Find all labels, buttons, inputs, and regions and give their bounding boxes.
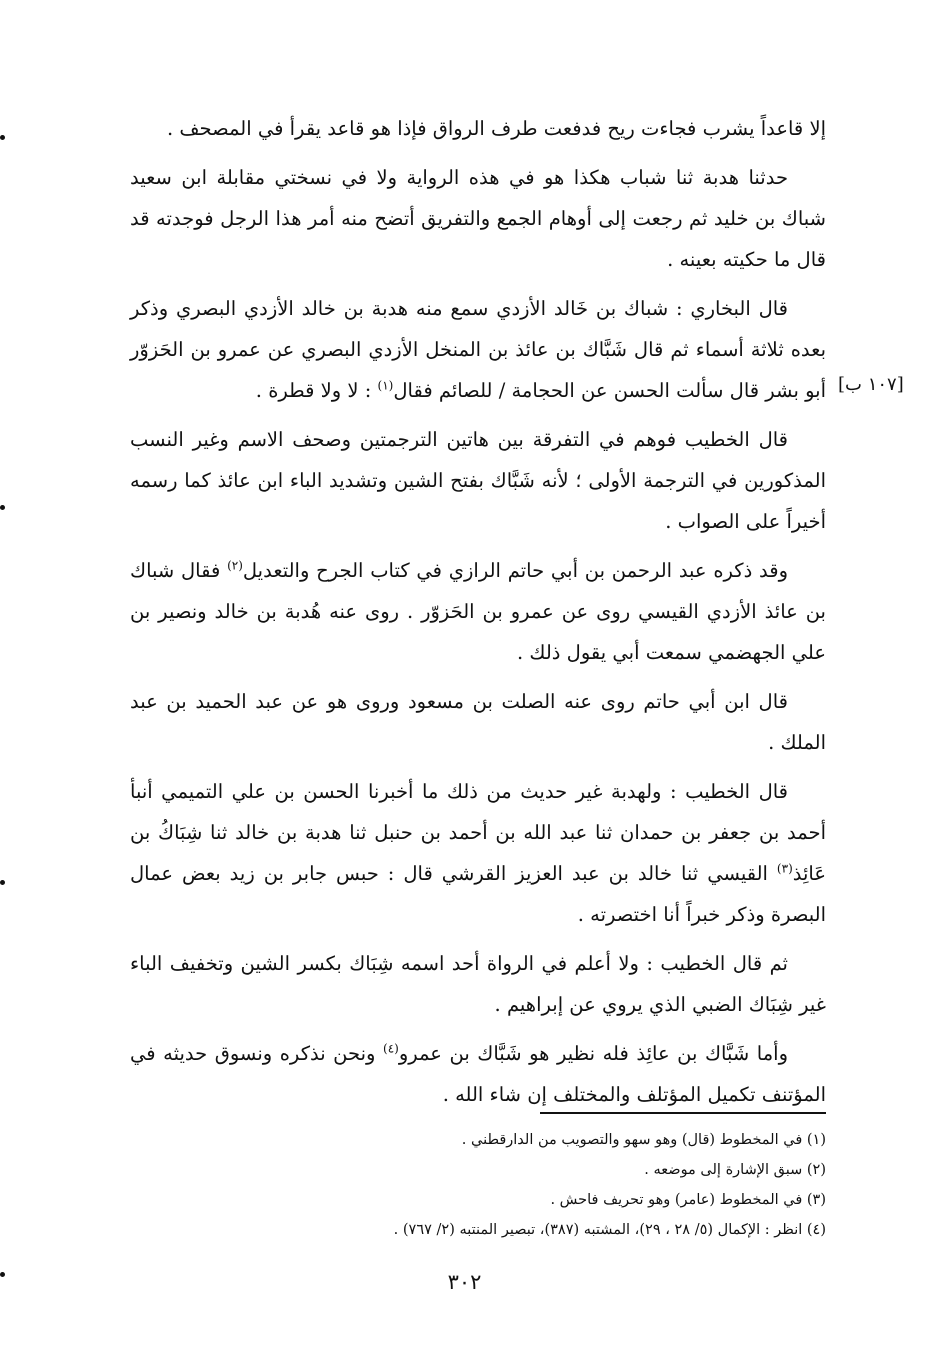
paragraph-text: وقد ذكره عبد الرحمن بن أبي حاتم الرازي في كتاب الجرح والتعديل xyxy=(242,559,789,582)
paragraph xyxy=(130,1033,826,1115)
scan-edge-mark xyxy=(0,505,5,510)
footnote-marker: (٣) xyxy=(776,861,793,876)
paragraph-text-tail: فقال شباك بن عائذ الأزدي القيسي روى عن عمرو بن الحَزوّر . روى عنه هُدبة بن خالد ونصير بن علي الجهضمي سمعت أبي يقول ذلك . xyxy=(130,559,826,664)
paragraph xyxy=(130,771,826,935)
paragraph-text: وأما شَبَّاك بن عائِذ فله نظير هو شَبَّاك بن عمرو xyxy=(398,1042,788,1065)
footnote-marker: (٤) xyxy=(383,1041,399,1056)
footnote: (٤) انظر : الإكمال (٥/ ٢٨ ، ٢٩)، المشتبه (٣٨٧)، تبصير المنتبه (٢/ ٧٦٧) . xyxy=(393,1222,826,1238)
paragraph xyxy=(130,157,826,280)
paragraph xyxy=(130,419,826,542)
footnote: (٣) في المخطوط (عامر) وهو تحريف فاحش . xyxy=(550,1192,826,1208)
scan-edge-mark xyxy=(0,880,5,885)
paragraph-text: قال الخطيب فوهم في التفرقة بين هاتين الترجمتين وصحف الاسم وغير النسب المذكورين في الترجمة الأولى ؛ لأنه شَبَّاك بفتح الشين وتشديد الباء ابن عائذ كما رسمه أخيراً على الصواب . xyxy=(130,428,826,533)
main-text xyxy=(130,108,826,1123)
footnote: (٢) سبق الإشارة إلى موضعه . xyxy=(644,1162,826,1178)
scan-edge-mark xyxy=(0,1272,5,1277)
footnote: (١) في المخطوط (قال) وهو سهو والتصويب من الدارقطني . xyxy=(461,1132,826,1148)
footnotes xyxy=(230,1125,826,1245)
footnote-marker: (١) xyxy=(377,378,394,393)
paragraph-text: حدثنا هدبة ثنا شباب هكذا هو في هذه الرواية ولا في نسختي مقابلة ابن سعيد شباك بن خليد ثم رجعت إلى أوهام الجمع والتفريق أتضح منه أمر هذا الرجل فوجدته قد قال ما حكيته بعينه . xyxy=(130,166,826,271)
footnote-marker: (٢) xyxy=(227,558,243,573)
paragraph-text: قال الخطيب : ولهدبة غير حديث من ذلك ما أخبرنا الحسن بن علي التميمي أنبأ أحمد بن جعفر بن حمدان ثنا عبد الله بن أحمد بن حنبل ثنا هدبة بن خالد ثنا شِبَاكُ بن عَائِذ xyxy=(130,780,826,885)
paragraph-text: قال البخاري : شباك بن خَالد الأزدي سمع منه هدبة بن خالد الأزدي البصري وذكر بعده ثلاثة أسماء ثم قال شَبَّاك بن عائذ بن المنخل الأزدي البصري عن عمرو بن الحَزوّر أبو بشر قال سألت الحسن عن الحجامة / للصائم فقال xyxy=(130,297,826,402)
footnote-separator xyxy=(540,1112,826,1114)
paragraph-text-tail: ونحن نذكره ونسوق حديثه في المؤتنف تكميل المؤتلف والمختلف إن شاء الله . xyxy=(130,1042,826,1106)
paragraph-text: إلا قاعداً يشرب فجاءت ريح فدفعت طرف الرواق فإذا هو قاعد يقرأ في المصحف . xyxy=(166,117,826,140)
paragraph-text-tail: : لا ولا قطرة . xyxy=(255,379,372,402)
paragraph-text: قال ابن أبي حاتم روى عنه الصلت بن مسعود وروى هو عن عبد الحميد بن عبد الملك . xyxy=(130,690,826,754)
manuscript-folio-note: [١٠٧ ب] xyxy=(838,374,904,395)
paragraph xyxy=(130,550,826,673)
paragraph-text: ثم قال الخطيب : ولا أعلم في الرواة أحد اسمه شِبَاك بكسر الشين وتخفيف الباء غير شِبَاك الضبي الذي يروي عن إبراهيم . xyxy=(130,952,826,1016)
paragraph xyxy=(130,108,826,149)
page-number: ٣٠٢ xyxy=(447,1270,482,1294)
paragraph xyxy=(130,288,826,411)
paragraph xyxy=(130,681,826,763)
paragraph xyxy=(130,943,826,1025)
scan-edge-mark xyxy=(0,135,5,140)
paragraph-text-tail: القيسي ثنا خالد بن عبد العزيز القرشي قال : حبس جابر بن زيد بعض عمال البصرة وذكر خبراً أنا اختصرته . xyxy=(130,862,826,926)
